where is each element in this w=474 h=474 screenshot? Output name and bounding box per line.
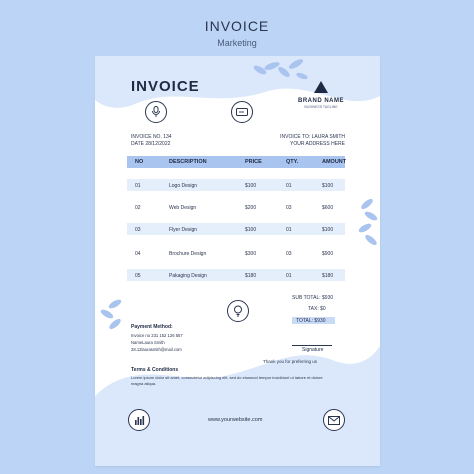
invoice-meta-left [131,134,172,148]
invoice-meta-right [263,134,345,148]
col-qty: QTY. [286,159,299,165]
cell-price: $300 [245,250,257,257]
table-header [127,156,345,168]
cell-price: $100 [245,182,257,189]
cell-amount: $100 [322,226,334,233]
brand-tagline: BUSINESS TAGLINE [304,105,338,109]
cell-no: 02 [135,204,141,211]
cell-description: Web Design [169,204,197,211]
cell-amount: $900 [322,250,334,257]
lightbulb-icon [227,300,249,322]
cell-qty: 01 [286,272,292,279]
tag-icon [231,101,253,123]
col-description: DESCRIPTION [169,159,207,165]
cell-qty: 03 [286,250,292,257]
table-row [127,269,345,281]
microphone-icon [145,101,167,123]
brand-name: BRAND NAME [298,98,344,104]
envelope-icon [323,409,345,431]
cell-description: Brochure Design [169,250,207,257]
cell-no: 03 [135,226,141,233]
website-link[interactable]: www.yourwebsite.com [208,417,263,423]
leaf-decoration-left [95,296,125,336]
terms-text: Lorem ipsum dolor sit amet, consectetur adipiscing elit, sed do eiusmod tempor incididunt ut labore et dolore magna aliqua. [131,375,323,386]
tax: TAX: $0 [308,306,326,312]
terms-title: Terms & Conditions [131,367,179,373]
cell-amount: $600 [322,204,334,211]
table-row [127,179,345,191]
payment-line: 28.12laurasmith@mail.com [131,347,182,352]
leaf-decoration-top [250,56,310,86]
bottom-wave-decoration [95,336,380,466]
cell-description: Flyer Design [169,226,198,233]
signature-line [292,345,332,346]
total: TOTAL: $930 [296,318,326,324]
invoice-date: DATE 28/12/2022 [131,141,171,147]
table-row [127,247,345,259]
cell-no: 01 [135,182,141,189]
payment-line: NameLaura Smith [131,340,165,345]
cell-no: 05 [135,272,141,279]
signature-label: Signature [302,347,324,353]
payment-line: Invoice no 231 152 126 557 [131,333,183,338]
invoice-to: INVOICE TO: LAURA SMITH [280,134,345,140]
bar-chart-icon [128,409,150,431]
cell-description: Logo Design [169,182,198,189]
cell-qty: 01 [286,182,292,189]
triangle-logo-icon [314,81,328,93]
cell-price: $100 [245,226,257,233]
subtotal: SUB TOTAL: $930 [292,295,334,301]
invoice-number: INVOICE NO. 134 [131,134,172,140]
thank-you-note: Thank you for preferring us [263,359,318,364]
leaf-decoration-right [353,196,380,256]
cell-description: Pakaging Design [169,272,207,279]
table-row [127,201,345,213]
col-no: NO [135,159,144,165]
col-price: PRICE [245,159,262,165]
col-amount: AMOUNT [322,159,347,165]
invoice-paper [95,56,380,466]
cell-qty: 01 [286,226,292,233]
cell-no: 04 [135,250,141,257]
cell-price: $200 [245,204,257,211]
invoice-title: INVOICE [131,78,200,95]
table-row [127,223,345,235]
cell-amount: $180 [322,272,334,279]
header-title: INVOICE [204,18,270,34]
cell-qty: 03 [286,204,292,211]
cell-price: $180 [245,272,257,279]
payment-title: Payment Method: [131,324,173,330]
header-subtitle: Marketing [217,38,257,48]
cell-amount: $100 [322,182,334,189]
invoice-address: YOUR ADDRESS HERE [289,141,345,147]
